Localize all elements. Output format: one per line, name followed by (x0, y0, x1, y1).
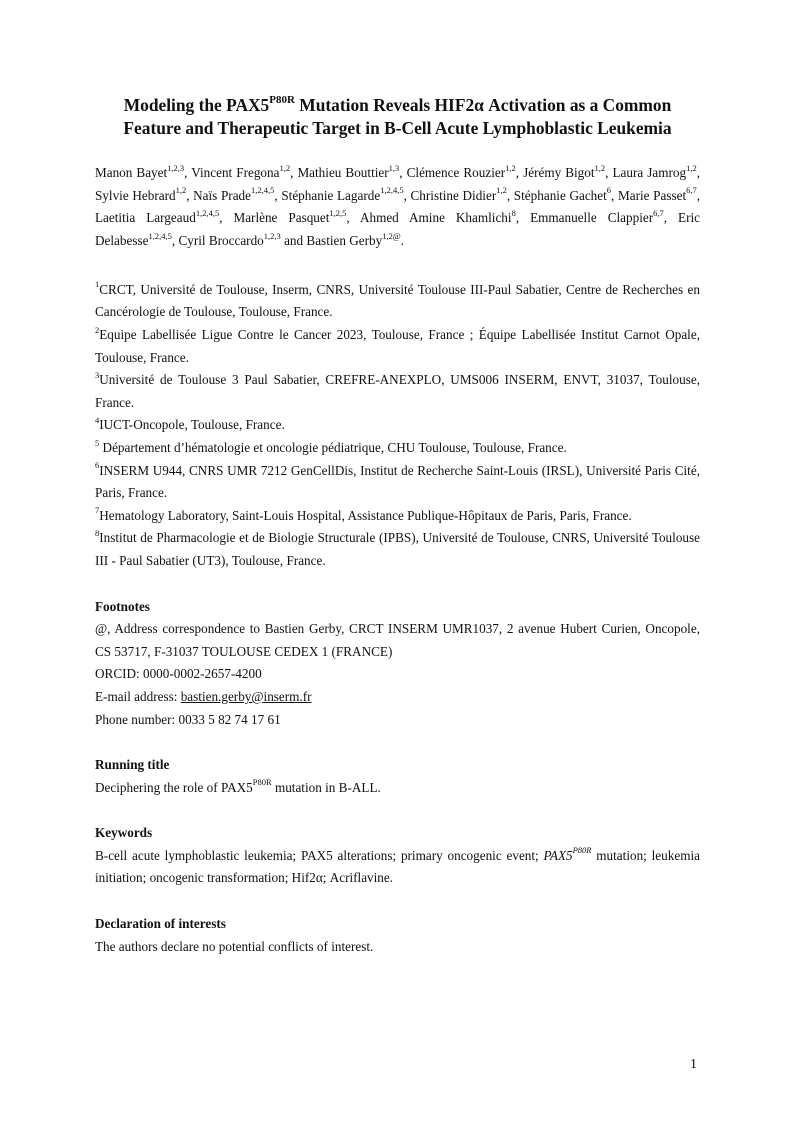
author (95, 162, 185, 180)
affiliation (95, 527, 700, 572)
author-separator: , (184, 165, 192, 180)
running-title-heading: Running title (95, 757, 170, 773)
affiliation-text: IUCT-Oncopole, Toulouse, France. (99, 417, 285, 433)
author (306, 230, 401, 249)
author-affiliation-marker: 1,2 (175, 185, 187, 196)
author (523, 162, 606, 180)
author (297, 162, 400, 180)
author-affiliation-marker: 1,3 (388, 162, 400, 173)
affiliation-text: Département d’hématologie et oncologie pédiatrique, CHU Toulouse, Toulouse, France. (99, 439, 567, 455)
affiliation-list (95, 279, 700, 573)
author-name: Sylvie Hebrard (95, 187, 176, 203)
author (406, 162, 516, 180)
keywords-heading: Keywords (95, 825, 153, 841)
declaration-text: The authors declare no potential conflicts of interest. (95, 938, 374, 954)
author-affiliation-marker: 1,2,4,5 (148, 230, 172, 241)
author-name: Laetitia Largeaud (95, 210, 196, 226)
email-link[interactable]: bastien.gerby@inserm.fr (180, 688, 312, 704)
author (95, 210, 219, 225)
affiliation-text: CRCT, Université de Toulouse, Inserm, CNRS, Université Toulouse III-Paul Sabatier, Centre de Recherches en Cancérologie de Toulouse, Toulouse, France. (95, 281, 700, 320)
author (233, 210, 346, 225)
author (530, 210, 664, 225)
declaration-section (95, 913, 700, 958)
running-title-text: Deciphering the role of $PAX5^{P80R}$ mutation in B-ALL. (95, 777, 381, 795)
author-name: Manon Bayet (95, 165, 168, 180)
author-name: Stéphanie Gachet (513, 187, 607, 203)
author-affiliation-marker: 6,7 (686, 185, 697, 196)
author-name: Naïs Prade (193, 187, 251, 203)
author-name: Bastien Gerby (306, 233, 383, 249)
title-superscript: P80R (269, 94, 295, 107)
author-separator: , (506, 187, 514, 203)
author-separator: , (403, 187, 411, 203)
affiliation (95, 414, 700, 437)
author (178, 230, 281, 249)
author-separator: and (280, 233, 307, 249)
affiliation-text: INSERM U944, CNRS UMR 7212 GenCellDis, Institut de Recherche Saint-Louis (IRSL), Université Paris Cité, Paris, France. (95, 462, 700, 501)
author-separator: , (346, 210, 360, 226)
author-separator: , (605, 165, 613, 180)
paper-title (95, 94, 700, 140)
affiliation-text: Equipe Labellisée Ligue Contre le Cancer 2023, Toulouse, France ; Équipe Labellisée Institut Carnot Opale, Toulouse, France. (95, 327, 700, 365)
author (281, 185, 404, 203)
author-affiliation-marker: 1,2 (496, 185, 507, 196)
author-affiliation-marker: 1,2 (686, 162, 697, 173)
author-affiliation-marker: 1,2 (594, 162, 606, 173)
author-name: Ahmed Amine Khamlichi (359, 210, 512, 226)
author (612, 162, 697, 180)
author-separator: , (611, 187, 618, 203)
affiliation (95, 437, 700, 460)
affiliation-number: 8 (95, 527, 100, 538)
author-name: Cyril Broccardo (178, 233, 264, 249)
author-list (95, 162, 700, 253)
footnotes-heading: Footnotes (95, 598, 150, 614)
author-affiliation-marker: 1,2,3 (167, 162, 185, 173)
author (618, 185, 697, 203)
author (95, 185, 187, 203)
author-affiliation-marker: 1,2,4,5 (251, 185, 275, 196)
footnotes-section (95, 596, 700, 732)
author-separator: , (696, 187, 701, 203)
author-separator: , (399, 165, 407, 180)
affiliation-number: 1 (95, 279, 100, 290)
author-separator: , (290, 165, 298, 180)
phone-number: Phone number: 0033 5 82 74 17 61 (95, 711, 281, 727)
running-title-section (95, 754, 700, 799)
author-separator: , (186, 187, 194, 203)
affiliation (95, 460, 700, 505)
declaration-heading: Declaration of interests (95, 916, 226, 932)
author (513, 185, 612, 203)
author-affiliation-marker: 1,2 (505, 162, 516, 173)
affiliation (95, 324, 700, 369)
author-name: Marlène Pasquet (233, 210, 330, 226)
title-line-2: Feature and Therapeutic Target in B-Cell Acute Lymphoblastic Leukemia (123, 118, 672, 138)
author-name: Emmanuelle Clappier (530, 210, 654, 226)
paper-page (95, 94, 700, 958)
affiliation-number: 4 (95, 414, 100, 425)
author-affiliation-marker: 1,2@ (382, 230, 401, 241)
author-affiliation-marker: 1,2,3 (263, 230, 281, 241)
author-list-end: . (400, 233, 404, 249)
author-name: Mathieu Bouttier (297, 165, 389, 180)
affiliation-number: 6 (95, 460, 100, 471)
author (410, 185, 507, 203)
affiliation (95, 505, 700, 528)
author-name: Eric Delabesse (95, 210, 701, 249)
correspondence-address: @, Address correspondence to Bastien Gerby, CRCT INSERM UMR1037, 2 avenue Hubert Curien, Oncopole, CS 53717, F-31037 TOULOUSE CEDEX 1 (FRANCE) (95, 621, 700, 659)
author-separator: , (171, 233, 179, 249)
affiliation (95, 369, 700, 414)
author-name: Jérémy Bigot (523, 165, 595, 180)
orcid: ORCID: 0000-0002-2657-4200 (95, 666, 262, 682)
author-name: Laura Jamrog (612, 165, 687, 180)
author-separator: , (515, 165, 524, 180)
affiliation (95, 279, 700, 324)
title-line-1: Modeling the $PAX5^{P80R}$ Mutation Reveals HIF2α Activation as a Common (123, 94, 672, 115)
page-number: 1 (690, 1057, 697, 1072)
keywords-section (95, 822, 700, 890)
keywords-text: B-cell acute lymphoblastic leukemia; PAX5 alterations; primary oncogenic event; $PAX5^{P80R}$ mutation; leukemia initiation; oncogenic transformation; Hif2α; Acriflavine. (95, 845, 700, 886)
author-separator: , (515, 210, 531, 226)
author-separator: , (274, 187, 282, 203)
author (193, 185, 275, 203)
author-separator: , (696, 165, 701, 180)
affiliation-text: Hematology Laboratory, Saint-Louis Hospital, Assistance Publique-Hôpitaux de Paris, Paris, France. (99, 507, 632, 523)
author-affiliation-marker: 1,2,4,5 (195, 208, 220, 219)
affiliation-number: 2 (95, 324, 100, 335)
author-separator: , (663, 210, 679, 226)
affiliation-text: Université de Toulouse 3 Paul Sabatier, CREFRE-ANEXPLO, UMS006 INSERM, ENVT, 31037, Toulouse, France. (95, 372, 700, 410)
author-separator: , (219, 210, 234, 226)
affiliation-text: Institut de Pharmacologie et de Biologie Structurale (IPBS), Université de Toulouse, CNRS, Université Toulouse III - Paul Sabatier (UT3), Toulouse, France. (95, 530, 700, 568)
author-name: Marie Passet (618, 187, 687, 203)
email-line: E-mail address: bastien.gerby@inserm.fr (95, 688, 312, 704)
affiliation-number: 3 (95, 369, 100, 380)
author-name: Vincent Fregona (191, 165, 280, 180)
author-affiliation-marker: 6 (606, 185, 612, 196)
author-name: Clémence Rouzier (406, 165, 506, 180)
affiliation-number: 7 (95, 505, 100, 516)
author-affiliation-marker: 1,2 (279, 162, 291, 173)
author-affiliation-marker: 1,2,4,5 (380, 185, 404, 196)
author-affiliation-marker: 6,7 (653, 208, 664, 219)
author-affiliation-marker: 8 (511, 208, 516, 219)
affiliation-number: 5 (95, 437, 100, 448)
author-name: Stéphanie Lagarde (281, 187, 381, 203)
author (191, 162, 291, 180)
author-name: Christine Didier (410, 187, 497, 203)
author-affiliation-marker: 1,2,5 (329, 208, 347, 219)
author (360, 210, 516, 225)
